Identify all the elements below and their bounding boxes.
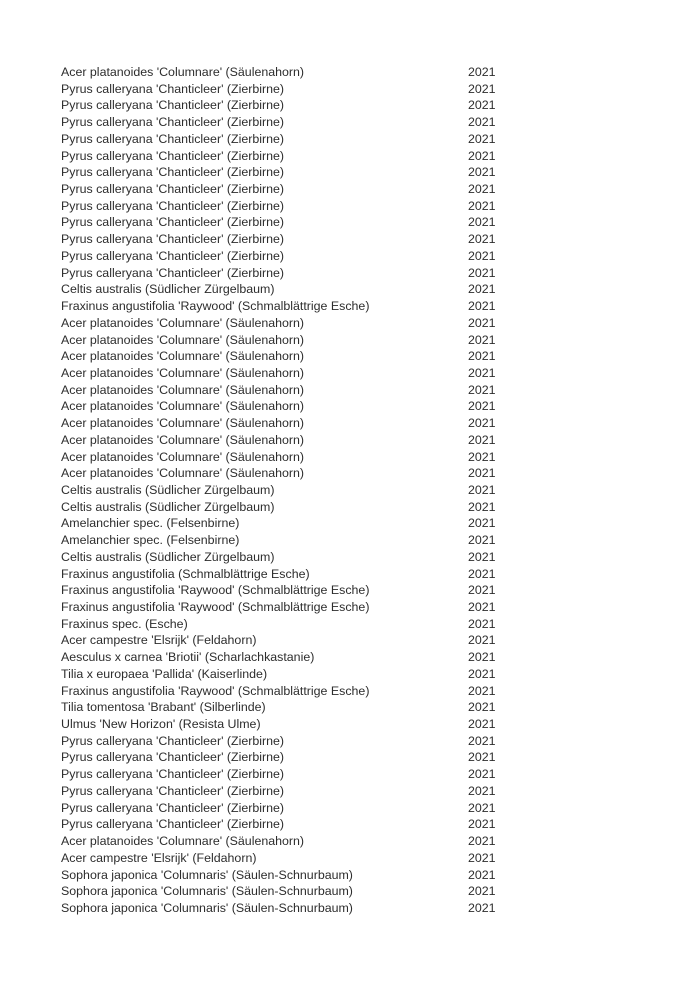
table-row xyxy=(61,683,621,700)
tree-species-label: Acer platanoides 'Columnare' (Säulenahorn) xyxy=(61,365,305,380)
table-row xyxy=(61,298,621,315)
table-row xyxy=(61,81,621,98)
tree-species-label: Pyrus calleryana 'Chanticleer' (Zierbirne) xyxy=(61,131,285,146)
tree-species-label: Pyrus calleryana 'Chanticleer' (Zierbirne) xyxy=(61,750,285,765)
planting-year-value: 2021 xyxy=(468,666,496,681)
planting-year-value: 2021 xyxy=(468,533,496,548)
tree-species-label: Sophora japonica 'Columnaris' (Säulen-Schnurbaum) xyxy=(61,900,353,915)
tree-species-label: Fraxinus angustifolia 'Raywood' (Schmalblättrige Esche) xyxy=(61,600,370,614)
planting-year-value: 2021 xyxy=(468,750,496,765)
tree-species-label: Amelanchier spec. (Felsenbirne) xyxy=(61,516,240,531)
table-row xyxy=(61,164,621,181)
table-row xyxy=(61,900,621,917)
planting-year-value: 2021 xyxy=(468,566,496,581)
planting-year-value: 2021 xyxy=(468,549,496,564)
planting-year-value: 2021 xyxy=(468,416,496,431)
table-row xyxy=(61,800,621,817)
tree-species-label: Acer platanoides 'Columnare' (Säulenahorn) xyxy=(61,834,305,849)
table-row xyxy=(61,649,621,666)
table-row xyxy=(61,549,621,566)
tree-species-label: Acer platanoides 'Columnare' (Säulenahorn) xyxy=(61,399,305,414)
table-row xyxy=(61,733,621,750)
tree-species-label: Acer platanoides 'Columnare' (Säulenahorn) xyxy=(61,382,305,397)
planting-year-value: 2021 xyxy=(468,182,496,197)
planting-year-value: 2021 xyxy=(468,449,496,464)
tree-species-label: Acer platanoides 'Columnare' (Säulenahorn) xyxy=(61,466,305,481)
planting-year-value: 2021 xyxy=(468,767,496,782)
tree-species-label: Celtis australis (Südlicher Zürgelbaum) xyxy=(61,282,275,297)
planting-year-value: 2021 xyxy=(468,265,496,280)
table-row xyxy=(61,97,621,114)
table-row xyxy=(61,515,621,532)
tree-species-label: Pyrus calleryana 'Chanticleer' (Zierbirne) xyxy=(61,148,285,163)
table-row xyxy=(61,432,621,449)
planting-year-value: 2021 xyxy=(468,717,496,732)
table-row xyxy=(61,265,621,282)
table-row xyxy=(61,398,621,415)
planting-year-value: 2021 xyxy=(468,115,496,130)
tree-species-label: Acer platanoides 'Columnare' (Säulenahorn) xyxy=(61,449,305,464)
table-row xyxy=(61,315,621,332)
tree-species-label: Pyrus calleryana 'Chanticleer' (Zierbirne) xyxy=(61,817,285,832)
tree-species-label: Fraxinus angustifolia 'Raywood' (Schmalblättrige Esche) xyxy=(61,683,370,698)
planting-year-value: 2021 xyxy=(468,900,496,915)
planting-year-value: 2021 xyxy=(468,884,496,899)
table-row xyxy=(61,749,621,766)
planting-year-value: 2021 xyxy=(468,583,496,598)
planting-year-value: 2021 xyxy=(468,482,496,497)
tree-species-label: Pyrus calleryana 'Chanticleer' (Zierbirne) xyxy=(61,767,285,782)
planting-year-value: 2021 xyxy=(468,432,496,447)
planting-year-value: 2021 xyxy=(468,399,496,414)
planting-year-value: 2021 xyxy=(468,198,496,213)
tree-species-label: Tilia x europaea 'Pallida' (Kaiserlinde) xyxy=(61,666,268,681)
planting-year-value: 2021 xyxy=(468,683,496,698)
tree-species-label: Pyrus calleryana 'Chanticleer' (Zierbirne) xyxy=(61,215,285,230)
tree-species-label: Acer platanoides 'Columnare' (Säulenahorn) xyxy=(61,315,305,330)
table-row xyxy=(61,499,621,516)
table-row xyxy=(61,816,621,833)
table-row xyxy=(61,181,621,198)
tree-species-label: Acer campestre 'Elsrijk' (Feldahorn) xyxy=(61,850,257,865)
tree-species-label: Pyrus calleryana 'Chanticleer' (Zierbirne) xyxy=(61,733,285,748)
planting-year-value: 2021 xyxy=(468,315,496,330)
tree-species-label: Sophora japonica 'Columnaris' (Säulen-Schnurbaum) xyxy=(61,867,353,882)
table-row xyxy=(61,348,621,365)
planting-year-value: 2021 xyxy=(468,733,496,748)
table-row xyxy=(61,148,621,165)
planting-year-value: 2021 xyxy=(468,516,496,531)
tree-species-label: Pyrus calleryana 'Chanticleer' (Zierbirne) xyxy=(61,248,285,263)
planting-year-value: 2021 xyxy=(468,466,496,481)
table-row xyxy=(61,465,621,482)
planting-year-value: 2021 xyxy=(468,700,496,715)
tree-species-label: Celtis australis (Südlicher Zürgelbaum) xyxy=(61,482,275,497)
table-row xyxy=(61,365,621,382)
tree-species-label: Fraxinus angustifolia (Schmalblättrige Esche) xyxy=(61,566,310,581)
table-row xyxy=(61,532,621,549)
table-row xyxy=(61,281,621,298)
planting-year-value: 2021 xyxy=(468,299,496,314)
planting-year-value: 2021 xyxy=(468,867,496,882)
table-row xyxy=(61,582,621,599)
tree-species-label: Amelanchier spec. (Felsenbirne) xyxy=(61,533,240,548)
planting-year-value: 2021 xyxy=(468,332,496,347)
planting-year-value: 2021 xyxy=(468,248,496,263)
planting-year-value: 2021 xyxy=(468,633,496,648)
table-row xyxy=(61,632,621,649)
planting-year-value: 2021 xyxy=(468,165,496,180)
tree-species-label: Sophora japonica 'Columnaris' (Säulen-Schnurbaum) xyxy=(61,884,353,899)
table-row xyxy=(61,114,621,131)
table-row xyxy=(61,415,621,432)
table-row xyxy=(61,599,621,616)
table-row xyxy=(61,833,621,850)
tree-species-label: Acer platanoides 'Columnare' (Säulenahorn) xyxy=(61,349,305,364)
tree-species-label: Fraxinus angustifolia 'Raywood' (Schmalblättrige Esche) xyxy=(61,583,370,598)
planting-year-value: 2021 xyxy=(468,215,496,230)
planting-year-value: 2021 xyxy=(468,650,496,665)
table-row xyxy=(61,482,621,499)
tree-species-label: Pyrus calleryana 'Chanticleer' (Zierbirne) xyxy=(61,98,285,113)
tree-species-label: Pyrus calleryana 'Chanticleer' (Zierbirne) xyxy=(61,115,285,130)
planting-year-value: 2021 xyxy=(468,850,496,865)
tree-species-label: Pyrus calleryana 'Chanticleer' (Zierbirne) xyxy=(61,182,285,197)
planting-year-value: 2021 xyxy=(468,131,496,146)
tree-species-label: Tilia tomentosa 'Brabant' (Silberlinde) xyxy=(61,700,266,715)
tree-list xyxy=(61,64,621,917)
table-row xyxy=(61,783,621,800)
table-row xyxy=(61,64,621,81)
table-row xyxy=(61,198,621,215)
tree-species-label: Fraxinus angustifolia 'Raywood' (Schmalblättrige Esche) xyxy=(61,299,370,314)
tree-species-label: Acer platanoides 'Columnare' (Säulenahorn) xyxy=(61,65,305,79)
planting-year-value: 2021 xyxy=(468,282,496,297)
planting-year-value: 2021 xyxy=(468,616,496,631)
planting-year-value: 2021 xyxy=(468,800,496,815)
tree-species-label: Acer platanoides 'Columnare' (Säulenahorn) xyxy=(61,432,305,447)
tree-species-label: Pyrus calleryana 'Chanticleer' (Zierbirne) xyxy=(61,783,285,798)
tree-species-label: Pyrus calleryana 'Chanticleer' (Zierbirne) xyxy=(61,198,285,213)
tree-species-label: Pyrus calleryana 'Chanticleer' (Zierbirne) xyxy=(61,232,285,247)
planting-year-value: 2021 xyxy=(468,98,496,113)
planting-year-value: 2021 xyxy=(468,349,496,364)
table-row xyxy=(61,699,621,716)
tree-species-label: Acer campestre 'Elsrijk' (Feldahorn) xyxy=(61,633,257,648)
planting-year-value: 2021 xyxy=(468,600,496,614)
tree-species-label: Celtis australis (Südlicher Zürgelbaum) xyxy=(61,549,275,564)
table-row xyxy=(61,214,621,231)
table-row xyxy=(61,766,621,783)
planting-year-value: 2021 xyxy=(468,81,496,96)
planting-year-value: 2021 xyxy=(468,499,496,514)
table-row xyxy=(61,131,621,148)
table-row xyxy=(61,716,621,733)
planting-year-value: 2021 xyxy=(468,834,496,849)
table-row xyxy=(61,883,621,900)
planting-year-value: 2021 xyxy=(468,365,496,380)
planting-year-value: 2021 xyxy=(468,65,496,79)
tree-species-label: Ulmus 'New Horizon' (Resista Ulme) xyxy=(61,717,261,732)
tree-species-label: Fraxinus spec. (Esche) xyxy=(61,616,188,631)
table-row xyxy=(61,449,621,466)
tree-species-label: Pyrus calleryana 'Chanticleer' (Zierbirne) xyxy=(61,800,285,815)
tree-species-label: Acer platanoides 'Columnare' (Säulenahorn) xyxy=(61,332,305,347)
tree-species-label: Acer platanoides 'Columnare' (Säulenahorn) xyxy=(61,416,305,431)
table-row xyxy=(61,850,621,867)
table-row xyxy=(61,248,621,265)
table-row xyxy=(61,666,621,683)
tree-species-label: Pyrus calleryana 'Chanticleer' (Zierbirne) xyxy=(61,165,285,180)
table-row xyxy=(61,867,621,884)
tree-species-label: Celtis australis (Südlicher Zürgelbaum) xyxy=(61,499,275,514)
table-row xyxy=(61,382,621,399)
tree-species-label: Pyrus calleryana 'Chanticleer' (Zierbirne) xyxy=(61,81,285,96)
planting-year-value: 2021 xyxy=(468,817,496,832)
planting-year-value: 2021 xyxy=(468,232,496,247)
planting-year-value: 2021 xyxy=(468,382,496,397)
planting-year-value: 2021 xyxy=(468,783,496,798)
table-row xyxy=(61,566,621,583)
table-row xyxy=(61,616,621,633)
table-row xyxy=(61,332,621,349)
tree-species-label: Pyrus calleryana 'Chanticleer' (Zierbirne) xyxy=(61,265,285,280)
planting-year-value: 2021 xyxy=(468,148,496,163)
tree-species-label: Aesculus x carnea 'Briotii' (Scharlachkastanie) xyxy=(61,650,315,665)
table-row xyxy=(61,231,621,248)
